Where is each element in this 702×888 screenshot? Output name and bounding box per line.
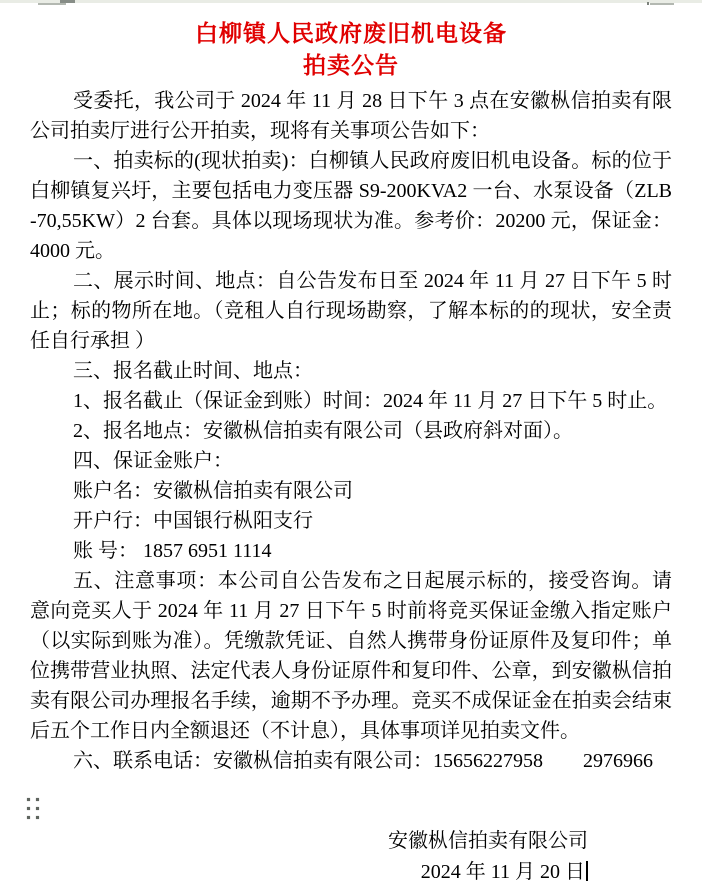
ruler-line-left: [38, 3, 66, 5]
doc-paragraph-item3-sub2[interactable]: 2、报名地点：安徽枞信拍卖有限公司（县政府斜对面）。: [73, 420, 573, 442]
doc-paragraph-item2[interactable]: 二、展示时间、地点：自公告发布日至 2024 年 11 月 27 日下午 5 时止；标的物所在地。（竞租人自行现场勘察，了解本标的的现状，安全责任自行承担 ）: [30, 270, 672, 352]
doc-paragraph-item1[interactable]: 一、拍卖标的(现状拍卖)：白柳镇人民政府废旧机电设备。标的位于白柳镇复兴圩，主要包括电力变压器 S9-200KVA2 一台、水泵设备（ZLB-70,55KW）2 台套。具体以现场现状为准。参考价：20200 元，保证金：4000 元。: [30, 150, 672, 262]
ruler-dot-right: [647, 2, 649, 5]
doc-paragraph-account-name[interactable]: 账户名：安徽枞信拍卖有限公司: [73, 480, 353, 502]
doc-body: [30, 86, 672, 776]
doc-paragraph-item6-phone[interactable]: 六、联系电话：安徽枞信拍卖有限公司：15656227958 2976966: [73, 750, 653, 772]
doc-paragraph-item5[interactable]: 五、注意事项：本公司自公告发布之日起展示标的，接受咨询。请意向竞买人于 2024 年 11 月 27 日下午 5 时前将竞买保证金缴入指定账户（以实际到账为准）。凭缴款凭证、自然人携带身份证原件及复印件；单位携带营业执照、法定代表人身份证原件和复印件、公章，到安徽枞信拍卖有限公司办理报名手续，逾期不予办理。竞买不成保证金在拍卖会结束后五个工作日内全额退还（不计息），具体事项详见拍卖文件。: [30, 570, 672, 742]
signature-date-line[interactable]: [30, 857, 588, 888]
top-edge-strip: [0, 0, 702, 3]
doc-paragraph-item3-sub1[interactable]: 1、报名截止（保证金到账）时间：2024 年 11 月 27 日下午 5 时止。: [73, 390, 668, 412]
doc-paragraph-intro[interactable]: 受委托，我公司于 2024 年 11 月 28 日下午 3 点在安徽枞信拍卖有限公司拍卖厅进行公开拍卖，现将有关事项公告如下：: [30, 90, 672, 142]
doc-title-line2[interactable]: 拍卖公告: [303, 53, 399, 78]
doc-paragraph-item4[interactable]: 四、保证金账户：: [73, 450, 233, 472]
signature-block: [30, 826, 672, 888]
signature-date: 2024 年 11 月 20 日: [420, 861, 585, 883]
signature-company[interactable]: 安徽枞信拍卖有限公司: [388, 830, 588, 852]
grip-dots-icon[interactable]: [27, 798, 40, 820]
ruler-line-right: [650, 3, 674, 5]
document-text-area[interactable]: [0, 18, 702, 888]
doc-paragraph-bank[interactable]: 开户行：中国银行枞阳支行: [73, 510, 313, 532]
text-cursor-caret: [586, 861, 588, 881]
doc-paragraph-account-no[interactable]: 账 号： 1857 6951 1114: [73, 540, 272, 562]
doc-title-line1[interactable]: 白柳镇人民政府废旧机电设备: [195, 21, 507, 46]
doc-paragraph-item3[interactable]: 三、报名截止时间、地点：: [73, 360, 313, 382]
